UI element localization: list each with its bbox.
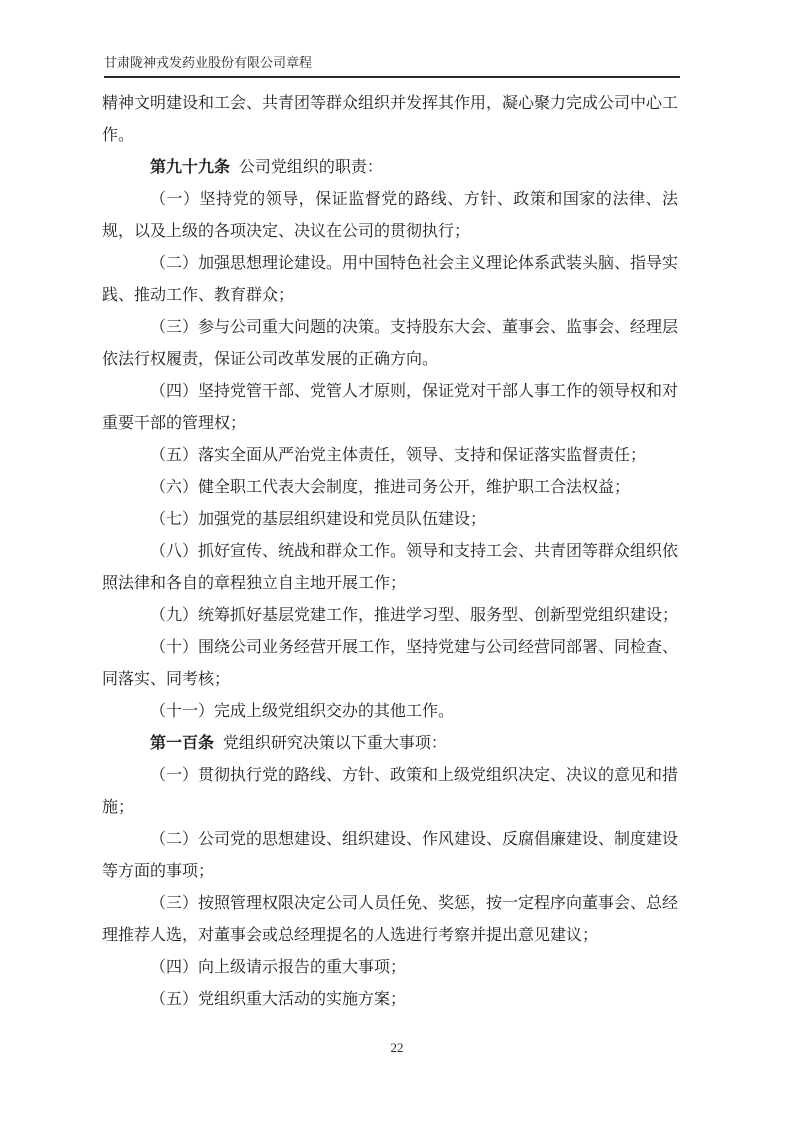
paragraph-text: （十）围绕公司业务经营开展工作，坚持党建与公司经营同部署、同检查、同落实、同考核；	[102, 639, 679, 688]
paragraph-text: （六）健全职工代表大会制度，推进司务公开，维护职工合法权益；	[150, 479, 631, 496]
paragraph-text: （五）落实全面从严治党主体责任，领导、支持和保证落实监督责任；	[150, 447, 647, 464]
paragraph-text: 公司党组织的职责：	[238, 159, 383, 176]
paragraph-item-6	[102, 472, 678, 504]
paragraph-text: （七）加强党的基层组织建设和党员队伍建设；	[150, 511, 487, 528]
paragraph-item-7	[102, 504, 678, 536]
paragraph-item-5b	[102, 984, 678, 1016]
paragraph-item-5	[102, 440, 678, 472]
paragraph-text: （十一）完成上级党组织交办的其他工作。	[150, 703, 455, 720]
page-number: 22	[390, 1040, 404, 1055]
paragraph-text: （四）向上级请示报告的重大事项；	[150, 959, 407, 976]
paragraph-item-4b	[102, 952, 678, 984]
paragraph-text: （二）公司党的思想建设、组织建设、作风建设、反腐倡廉建设、制度建设等方面的事项；	[102, 831, 679, 880]
paragraph-text: （一）贯彻执行党的路线、方针、政策和上级党组织决定、决议的意见和措施；	[102, 767, 679, 816]
paragraph-text: 精神文明建设和工会、共青团等群众组织并发挥其作用，凝心聚力完成公司中心工作。	[102, 95, 679, 144]
paragraph-text: （一）坚持党的领导，保证监督党的路线、方针、政策和国家的法律、法规，以及上级的各项决定、决议在公司的贯彻执行；	[102, 191, 678, 240]
paragraph-text: （九）统筹抓好基层党建工作，推进学习型、服务型、创新型党组织建设；	[150, 607, 679, 624]
paragraph-item-1b	[102, 760, 678, 824]
paragraph-item-3b	[102, 888, 678, 952]
paragraph-article-99	[102, 152, 678, 184]
page-header	[104, 52, 680, 78]
paragraph-text: （四）坚持党管干部、党管人才原则，保证党对干部人事工作的领导权和对重要干部的管理权；	[102, 383, 679, 432]
paragraph-item-1	[102, 184, 678, 248]
paragraph-item-2	[102, 248, 678, 312]
paragraph-item-11	[102, 696, 678, 728]
paragraph-item-2b	[102, 824, 678, 888]
article-number: 第九十九条	[150, 159, 231, 176]
article-number: 第一百条	[150, 735, 215, 752]
document-body	[102, 88, 678, 1016]
paragraph-text: （八）抓好宣传、统战和群众工作。领导和支持工会、共青团等群众组织依照法律和各自的章程独立自主地开展工作；	[102, 543, 679, 592]
page-header-title: 甘肃陇神戎发药业股份有限公司章程	[104, 55, 313, 70]
paragraph-item-10	[102, 632, 678, 696]
paragraph-text: （三）按照管理权限决定公司人员任免、奖惩，按一定程序向董事会、总经理推荐人选，对董事会或总经理提名的人选进行考察并提出意见建议；	[102, 895, 679, 944]
paragraph-text: 党组织研究决策以下重大事项：	[222, 735, 447, 752]
paragraph-text: （五）党组织重大活动的实施方案；	[150, 991, 407, 1008]
paragraph	[102, 88, 678, 152]
paragraph-text: （三）参与公司重大问题的决策。支持股东大会、董事会、监事会、经理层依法行权履责，保证公司改革发展的正确方向。	[102, 319, 679, 368]
paragraph-item-8	[102, 536, 678, 600]
page-footer	[0, 1040, 794, 1056]
paragraph-article-100	[102, 728, 678, 760]
paragraph-text: （二）加强思想理论建设。用中国特色社会主义理论体系武装头脑、指导实践、推动工作、教育群众；	[102, 255, 679, 304]
paragraph-item-9	[102, 600, 678, 632]
paragraph-item-3	[102, 312, 678, 376]
paragraph-item-4	[102, 376, 678, 440]
